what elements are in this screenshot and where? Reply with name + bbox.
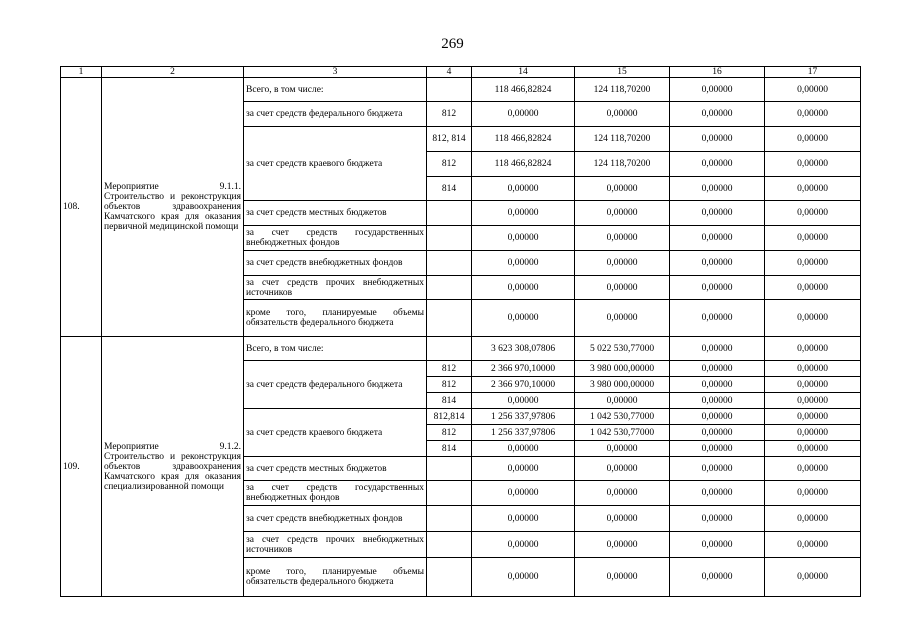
value-col-14: 2 366 970,10000 [472,377,575,393]
value-col-15: 124 118,70200 [575,127,670,152]
value-col-14: 0,00000 [472,393,575,409]
value-col-14: 0,00000 [472,506,575,532]
value-col-17: 0,00000 [765,152,861,177]
table-row [61,337,861,361]
budget-code-cell: 814 [427,441,472,457]
value-col-16: 0,00000 [670,226,765,251]
budget-code-cell [427,532,472,558]
value-col-15: 0,00000 [575,276,670,300]
value-col-14: 0,00000 [472,251,575,276]
header-col-15: 15 [575,67,670,78]
value-col-15: 5 022 530,77000 [575,337,670,361]
value-col-15: 0,00000 [575,102,670,127]
budget-code-cell: 812 [427,425,472,441]
value-col-16: 0,00000 [670,251,765,276]
value-col-16: 0,00000 [670,409,765,425]
budget-code-cell [427,300,472,337]
value-col-15: 0,00000 [575,441,670,457]
value-col-15: 1 042 530,77000 [575,425,670,441]
value-col-15: 3 980 000,00000 [575,377,670,393]
header-row [61,67,861,78]
funding-source: за счет средств государственных внебюджетных фондов [244,226,427,251]
funding-source: за счет средств краевого бюджета [244,127,427,201]
value-col-14: 0,00000 [472,177,575,201]
funding-source: кроме того, планируемые объемы обязательств федерального бюджета [244,300,427,337]
header-col-4: 4 [427,67,472,78]
budget-code-cell [427,337,472,361]
value-col-17: 0,00000 [765,481,861,506]
page-number: 269 [441,36,464,52]
value-col-17: 0,00000 [765,276,861,300]
value-col-15: 0,00000 [575,251,670,276]
header-col-14: 14 [472,67,575,78]
funding-source: за счет средств федерального бюджета [244,361,427,409]
value-col-14: 0,00000 [472,226,575,251]
value-col-14: 0,00000 [472,201,575,226]
value-col-14: 3 623 308,07806 [472,337,575,361]
value-col-16: 0,00000 [670,337,765,361]
value-col-15: 0,00000 [575,226,670,251]
value-col-17: 0,00000 [765,457,861,481]
funding-source: Всего, в том числе: [244,337,427,361]
header-col-17: 17 [765,67,861,78]
budget-code-cell [427,251,472,276]
funding-source: за счет средств внебюджетных фондов [244,506,427,532]
header-col-2: 2 [102,67,244,78]
value-col-16: 0,00000 [670,102,765,127]
value-col-16: 0,00000 [670,127,765,152]
row-number: 109. [61,337,102,597]
value-col-17: 0,00000 [765,337,861,361]
budget-code-cell: 812 [427,152,472,177]
value-col-15: 0,00000 [575,201,670,226]
value-col-16: 0,00000 [670,276,765,300]
value-col-17: 0,00000 [765,361,861,377]
value-col-14: 1 256 337,97806 [472,409,575,425]
funding-source: за счет средств краевого бюджета [244,409,427,457]
value-col-16: 0,00000 [670,361,765,377]
value-col-15: 3 980 000,00000 [575,361,670,377]
row-number: 108. [61,78,102,337]
value-col-14: 1 256 337,97806 [472,425,575,441]
value-col-17: 0,00000 [765,300,861,337]
funding-source: Всего, в том числе: [244,78,427,102]
budget-code-cell: 812 [427,377,472,393]
value-col-15: 0,00000 [575,532,670,558]
header-col-3: 3 [244,67,427,78]
value-col-17: 0,00000 [765,532,861,558]
header-col-16: 16 [670,67,765,78]
value-col-15: 0,00000 [575,506,670,532]
funding-source: за счет средств государственных внебюджетных фондов [244,481,427,506]
budget-code-cell [427,558,472,597]
value-col-15: 0,00000 [575,457,670,481]
value-col-15: 0,00000 [575,300,670,337]
value-col-14: 2 366 970,10000 [472,361,575,377]
value-col-16: 0,00000 [670,152,765,177]
header-col-1: 1 [61,67,102,78]
value-col-17: 0,00000 [765,177,861,201]
funding-source: за счет средств федерального бюджета [244,102,427,127]
measure-name: Мероприятие 9.1.2. Строительство и реконструкция объектов здравоохранения Камчатского края для оказания специализированной помощи [102,337,244,597]
value-col-15: 0,00000 [575,558,670,597]
value-col-14: 0,00000 [472,300,575,337]
funding-source: за счет средств местных бюджетов [244,201,427,226]
budget-code-cell [427,201,472,226]
value-col-15: 124 118,70200 [575,152,670,177]
value-col-16: 0,00000 [670,506,765,532]
value-col-17: 0,00000 [765,377,861,393]
value-col-16: 0,00000 [670,441,765,457]
budget-code-cell: 812 [427,102,472,127]
value-col-17: 0,00000 [765,127,861,152]
value-col-15: 124 118,70200 [575,78,670,102]
value-col-16: 0,00000 [670,393,765,409]
value-col-14: 0,00000 [472,558,575,597]
funding-source: за счет средств местных бюджетов [244,457,427,481]
value-col-17: 0,00000 [765,425,861,441]
budget-code-cell: 812 [427,361,472,377]
value-col-16: 0,00000 [670,457,765,481]
funding-source: кроме того, планируемые объемы обязательств федерального бюджета [244,558,427,597]
budget-table [60,66,861,597]
table-row [61,78,861,102]
value-col-16: 0,00000 [670,177,765,201]
value-col-17: 0,00000 [765,393,861,409]
value-col-14: 0,00000 [472,457,575,481]
value-col-17: 0,00000 [765,251,861,276]
value-col-15: 0,00000 [575,481,670,506]
value-col-16: 0,00000 [670,78,765,102]
value-col-14: 118 466,82824 [472,152,575,177]
value-col-16: 0,00000 [670,481,765,506]
value-col-14: 0,00000 [472,102,575,127]
value-col-17: 0,00000 [765,78,861,102]
value-col-16: 0,00000 [670,300,765,337]
budget-code-cell: 812,814 [427,409,472,425]
value-col-14: 118 466,82824 [472,127,575,152]
value-col-14: 118 466,82824 [472,78,575,102]
value-col-17: 0,00000 [765,226,861,251]
value-col-14: 0,00000 [472,441,575,457]
funding-source: за счет средств прочих внебюджетных источников [244,532,427,558]
funding-source: за счет средств прочих внебюджетных источников [244,276,427,300]
value-col-16: 0,00000 [670,532,765,558]
value-col-15: 0,00000 [575,393,670,409]
budget-code-cell [427,78,472,102]
value-col-17: 0,00000 [765,201,861,226]
value-col-16: 0,00000 [670,377,765,393]
value-col-16: 0,00000 [670,558,765,597]
value-col-17: 0,00000 [765,506,861,532]
budget-code-cell [427,506,472,532]
value-col-17: 0,00000 [765,102,861,127]
budget-code-cell: 814 [427,177,472,201]
budget-code-cell: 814 [427,393,472,409]
value-col-16: 0,00000 [670,425,765,441]
budget-code-cell [427,276,472,300]
budget-code-cell: 812, 814 [427,127,472,152]
value-col-17: 0,00000 [765,558,861,597]
funding-source: за счет средств внебюджетных фондов [244,251,427,276]
measure-name: Мероприятие 9.1.1. Строительство и реконструкция объектов здравоохранения Камчатского края для оказания первичной медицинской помощи [102,78,244,337]
value-col-14: 0,00000 [472,481,575,506]
budget-code-cell [427,226,472,251]
value-col-14: 0,00000 [472,532,575,558]
value-col-14: 0,00000 [472,276,575,300]
budget-code-cell [427,457,472,481]
value-col-15: 1 042 530,77000 [575,409,670,425]
value-col-15: 0,00000 [575,177,670,201]
value-col-16: 0,00000 [670,201,765,226]
value-col-17: 0,00000 [765,441,861,457]
budget-code-cell [427,481,472,506]
value-col-17: 0,00000 [765,409,861,425]
